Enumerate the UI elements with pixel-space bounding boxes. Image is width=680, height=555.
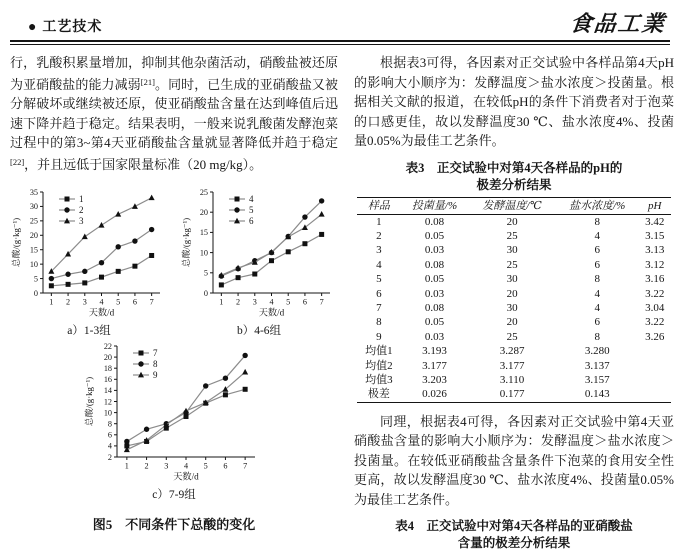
svg-text:1: 1 [79,194,84,204]
svg-text:2: 2 [66,297,71,307]
table-cell: 6 [376,287,382,300]
table-cell: 8 [594,330,600,343]
table-cell: 25 [506,258,518,271]
section-label: ● 工艺技术 [28,18,103,34]
subcaption-c: c）7-9组 [152,489,196,501]
table-cell: 3.177 [422,359,447,372]
table-cell: 0.03 [424,330,445,343]
svg-text:6: 6 [223,461,228,471]
svg-text:3: 3 [82,297,87,307]
table-cell: 0.026 [422,388,447,401]
svg-text:2: 2 [107,452,112,462]
svg-text:1: 1 [49,297,54,307]
table-cell: 1 [376,215,382,228]
chart-b-block [180,186,338,338]
svg-text:2: 2 [236,297,241,307]
table3-title [358,160,670,194]
svg-text:14: 14 [103,386,112,396]
table-cell: 3.26 [645,330,665,343]
table-column-header: 发酵温度/℃ [482,199,542,212]
table-cell: 30 [506,244,518,257]
svg-text:6: 6 [132,297,137,307]
chart-a-block [10,186,168,338]
table-cell: 0.05 [424,273,445,286]
table-cell: 3.15 [645,229,665,242]
table-cell: 8 [376,316,382,329]
table-cell: 3.16 [645,273,665,286]
svg-text:25: 25 [29,216,38,226]
table3-title-line2: 极差分析结果 [476,177,552,192]
table-cell: 0.177 [499,388,525,401]
table-cell: 3.42 [645,215,665,228]
table-cell: 6 [594,316,600,329]
svg-text:天数/d: 天数/d [88,307,115,318]
two-column-layout [10,45,674,555]
table-cell: 6 [594,258,600,271]
table-cell: 均值2 [365,359,393,372]
svg-text:8: 8 [153,359,158,369]
table-column-header: 投菌量/% [411,199,458,212]
svg-text:6: 6 [302,297,307,307]
table-row [357,287,671,301]
table-row [357,315,671,329]
svg-text:4: 4 [107,441,112,451]
table-cell: 4 [376,258,382,271]
table-cell: 2 [376,229,382,242]
svg-text:3: 3 [79,216,84,226]
svg-text:20: 20 [103,352,112,362]
journal-logo: 食品工業 [568,11,668,36]
table-cell [639,387,671,402]
table-column-header: pH [648,199,662,212]
svg-text:7: 7 [243,461,248,471]
table4-title-line1: 表4 正交试验中对第4天各样品的亚硝酸盐 [395,519,633,534]
svg-text:6: 6 [249,216,254,226]
right-paragraph-1: 根据表3可得，各因素对正交试验中各样品第4天pH的影响大小顺序为：发酵温度＞盐水浓度＞投菌量。根据相关文献的报道，在较低pH的条件下消费者对于泡菜的口感更佳，故以发酵温度30 ℃、盐水浓度4%、投菌量0.05%为最佳工艺条件。 [354,55,674,148]
svg-text:9: 9 [153,370,158,380]
svg-text:15: 15 [199,228,208,238]
reference-superscript: [21] [140,76,155,87]
table-cell: 7 [376,301,382,314]
table-cell: 6 [594,244,600,257]
svg-text:25: 25 [199,187,208,197]
table-cell: 0.05 [424,316,445,329]
table-cell: 3.193 [422,345,447,358]
table-cell: 0.05 [424,229,445,242]
table-cell: 3.177 [499,359,525,372]
table-cell: 0.08 [424,301,445,314]
svg-text:10: 10 [103,408,112,418]
table-cell [639,359,671,373]
table-column-header: 盐水浓度/% [569,199,626,212]
table-cell: 3 [376,244,382,257]
svg-text:3: 3 [252,297,257,307]
table-cell: 极差 [367,388,390,401]
table-row [357,229,671,243]
table-cell: 30 [506,273,518,286]
svg-text:5: 5 [33,274,38,284]
svg-text:7: 7 [153,348,158,358]
table-row [357,373,671,387]
svg-text:5: 5 [286,297,291,307]
table-cell: 9 [376,330,382,343]
svg-text:4: 4 [249,194,254,204]
table4-title-line2: 含量的极差分析结果 [457,536,571,551]
table-row [357,330,671,344]
table-cell: 20 [506,287,518,300]
svg-text:4: 4 [99,297,104,307]
table3-title-line1: 表3 正交试验中对第4天各样品的pH的 [405,160,623,175]
table-cell: 3.04 [645,301,665,314]
svg-text:总酸/(g·kg⁻¹): 总酸/(g·kg⁻¹) [181,217,191,268]
table-cell: 0.08 [424,258,445,271]
svg-text:2: 2 [144,461,149,471]
charts-row-ab [10,186,338,338]
table-cell: 30 [506,301,518,314]
svg-text:30: 30 [29,202,38,212]
subcaption-a: a）1-3组 [67,325,111,337]
table-row [357,243,671,257]
svg-text:天数/d: 天数/d [173,471,199,482]
table3 [357,197,671,403]
svg-text:6: 6 [107,430,112,440]
table-cell: 0.03 [424,287,445,300]
table-row [357,301,671,315]
table-cell: 3.22 [645,316,665,329]
svg-text:15: 15 [29,245,38,255]
table-cell: 3.13 [645,244,665,257]
table-cell: 25 [506,229,518,242]
svg-text:20: 20 [29,231,38,241]
table4-title [358,518,670,552]
table-cell: 3.22 [645,287,665,300]
table-cell: 3.280 [584,345,610,358]
svg-text:18: 18 [103,364,112,373]
svg-text:5: 5 [249,205,254,215]
chart-c-block [83,340,265,502]
svg-text:12: 12 [103,397,112,407]
right-paragraph-2: 同理，根据表4可得，各因素对正交试验中第4天亚硝酸盐含量的影响大小顺序为：发酵温度＞盐水浓度＞投菌量。在较低亚硝酸盐含量条件下泡菜的食用安全性更高，故以发酵温度30 ℃、盐水浓度4%、投菌量0.05%为最佳工艺条件。 [354,413,674,507]
svg-text:1: 1 [124,461,129,471]
table-cell [639,344,671,358]
table-cell: 3.12 [645,258,665,271]
table-cell: 均值1 [365,345,393,358]
svg-text:8: 8 [107,419,112,429]
subcaption-b: b）4-6组 [236,325,282,337]
table-cell: 0.08 [424,215,445,228]
svg-text:0: 0 [203,288,208,298]
chart-b [180,186,338,323]
reference-superscript: [22] [10,156,25,167]
table-cell: 3.203 [422,373,447,386]
page-header [10,4,670,40]
table-cell [639,373,671,387]
svg-text:总酸/(g·kg⁻¹): 总酸/(g·kg⁻¹) [11,217,21,268]
svg-text:0: 0 [33,288,38,298]
table-cell: 5 [376,273,382,286]
svg-text:10: 10 [199,248,208,258]
svg-text:4: 4 [269,297,274,307]
table-cell: 3.287 [499,345,525,358]
svg-text:20: 20 [199,208,208,217]
svg-text:16: 16 [103,375,112,385]
table-cell: 25 [506,330,518,343]
table-cell: 0.143 [584,388,610,401]
svg-text:总酸/(g·kg⁻¹): 总酸/(g·kg⁻¹) [84,376,94,427]
svg-text:5: 5 [203,461,208,471]
table-cell: 20 [506,215,518,228]
table-cell: 3.110 [499,373,525,386]
table-cell: 均值3 [365,373,393,386]
svg-text:7: 7 [319,297,324,307]
table-cell: 0.03 [424,244,445,257]
svg-text:35: 35 [29,187,38,197]
svg-text:天数/d: 天数/d [258,307,285,318]
table-row [357,272,671,286]
figure-caption: 图5 不同条件下总酸的变化 [92,517,256,532]
table-cell: 8 [594,273,600,286]
table-row [357,387,671,402]
table-row [357,344,671,358]
figure-5 [10,186,338,533]
table-cell: 4 [594,229,600,242]
table-row [357,258,671,272]
table-row [357,214,671,229]
svg-text:7: 7 [149,297,154,307]
svg-text:5: 5 [203,268,208,278]
charts-row-c [10,340,338,502]
svg-text:3: 3 [164,461,169,471]
svg-text:22: 22 [103,341,112,351]
svg-text:10: 10 [29,259,38,269]
table-row [357,359,671,373]
table-cell: 4 [594,301,600,314]
chart-a [10,186,168,323]
svg-text:1: 1 [219,297,224,307]
table-cell: 4 [594,287,600,300]
table-column-header: 样品 [367,199,390,212]
left-column [10,53,338,555]
svg-text:2: 2 [79,205,84,215]
table-cell: 8 [594,215,600,228]
table-cell: 3.137 [584,359,610,372]
svg-text:5: 5 [116,297,121,307]
svg-text:4: 4 [183,461,189,471]
left-paragraph: 行，乳酸积累量增加，抑制其他杂菌活动，硝酸盐被还原为亚硝酸盐的能力减弱[21]。同时，已生成的亚硝酸盐又被分解破坏或继续被还原，使亚硝酸盐含量在达到峰值后迅速下降并趋于稳定。结果表明，一般来说乳酸菌发酵泡菜过程中的第3~第4天亚硝酸盐含量就显著降低并趋于稳定[22]，并且远低于国家限量标准（20 mg/kg）。 [10,55,338,172]
table-cell: 20 [506,316,518,329]
table-cell: 3.157 [584,373,610,386]
chart-c [83,340,265,487]
right-column [354,53,674,555]
